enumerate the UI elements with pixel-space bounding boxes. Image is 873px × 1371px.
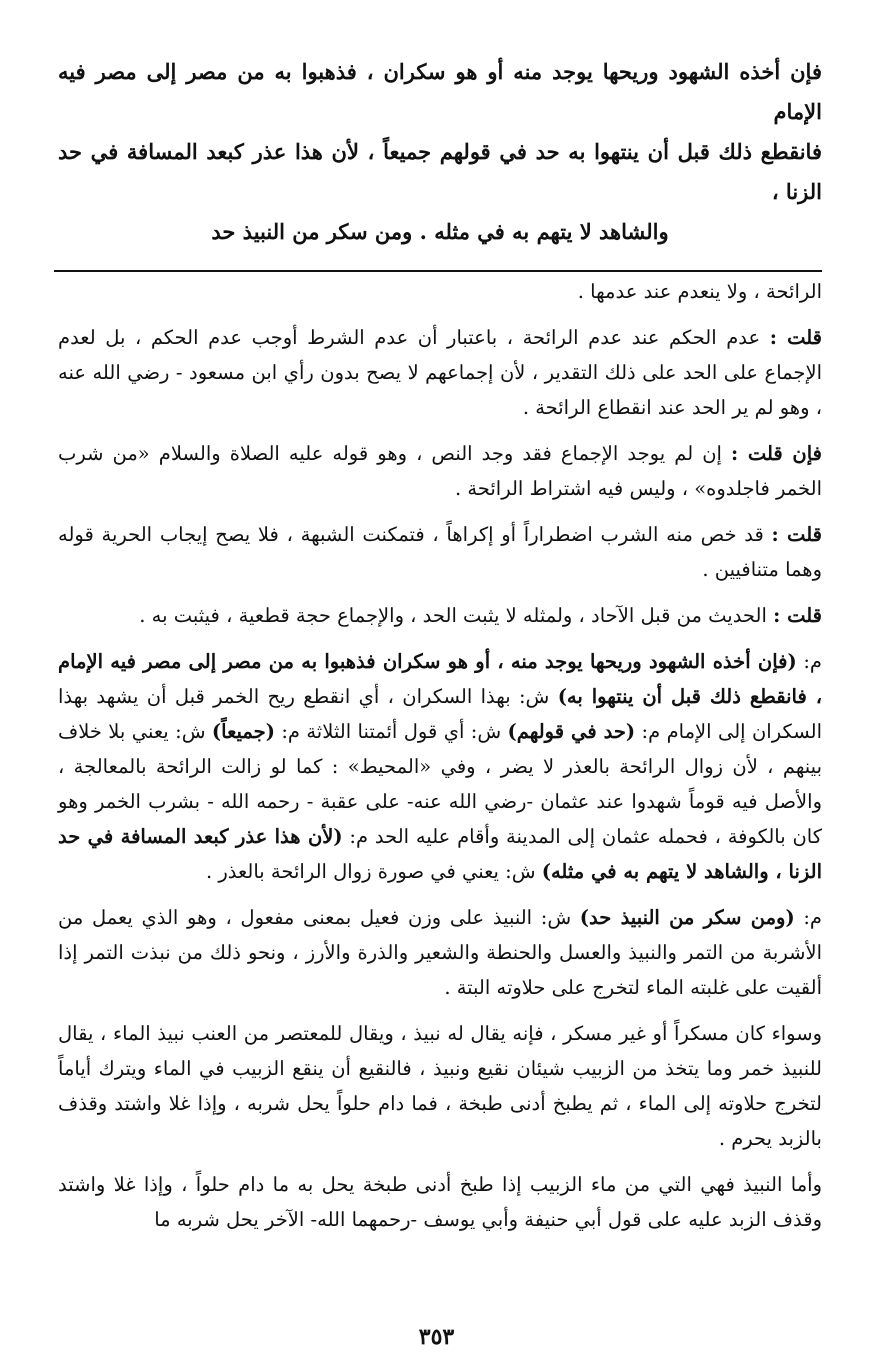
paragraph-text: الحديث من قبل الآحاد ، ولمثله لا يثبت الحد ، والإجماع حجة قطعية ، فيثبت به . xyxy=(139,604,774,627)
paragraph-lead: فإن قلت : xyxy=(730,442,822,465)
paragraph-text: وأما النبيذ فهي التي من ماء الزبيب إذا طبخ أدنى طبخة يحل به ما دام حلواً ، وإذا غلا واشتد وقذف الزبد عليه على قول أبي حنيفة وأبي يوسف -رحمهما الله- الآخر يحل شربه ما xyxy=(58,1173,822,1231)
matn-line: فانقطع ذلك قبل أن ينتهوا به حد في قولهم جميعاً ، لأن هذا عذر كبعد المسافة في حد الزنا ، xyxy=(58,139,822,204)
paragraph-text: ش: يعني بلا خلاف بينهم ، لأن زوال الرائحة بالعذر لا يضر ، وفي «المحيط» : كما لو زالت الرائحة بالمعالجة ، والأصل فيه قوماً شهدوا عند عثمان -رضي الله عنه- على عقبة - رحمه الله - بشرب الخمر وهو كان بالكوفة ، فحمله عثمان إلى المدينة وأقام عليه الحد م: xyxy=(58,720,822,848)
paragraph-text: إن لم يوجد الإجماع فقد وجد النص ، وهو قوله عليه الصلاة والسلام «من شرب الخمر فاجلدوه» ، وليس فيه اشتراط الرائحة . xyxy=(58,442,822,500)
paragraph xyxy=(58,1016,822,1156)
paragraph-text: عدم الحكم عند عدم الرائحة ، باعتبار أن عدم الشرط أوجب عدم الحكم ، بل لعدم الإجماع على الحد على ذلك التقدير ، لأن إجماعهم لا يصح بدون رأي ابن مسعود - رضي الله عنه ، وهو لم ير الحد عند انقطاع الرائحة . xyxy=(58,326,822,419)
paragraph xyxy=(58,274,822,309)
paragraph-text: ش: النبيذ على وزن فعيل بمعنى مفعول ، وهو الذي يعمل من الأشربة من التمر والنبيذ والعسل والحنطة والشعير والذرة والأرز ، ونحو ذلك من نبذت التمر إذا ألقيت على غلبته الماء لتخرج على حلاوته البتة . xyxy=(58,906,822,999)
paragraph-text: وسواء كان مسكراً أو غير مسكر ، فإنه يقال له نبيذ ، ويقال للمعتصر من العنب نبيذ الماء ، يقال للنبيذ خمر وما يتخذ من الزبيب شيئان نقيع ونبيذ ، فالنقيع أن ينقع الزبيب في الماء ويترك أياماً لتخرج حلاوته إلى الماء ، ثم يطبخ أدنى طبخة ، فما دام حلواً يحل شربه ، وإذا غلا واشتد وقذف بالزبد يحرم . xyxy=(58,1022,822,1150)
matn-text xyxy=(58,52,822,252)
paragraph xyxy=(58,517,822,587)
paragraph-text: الرائحة ، ولا ينعدم عند عدمها . xyxy=(577,280,822,303)
paragraph xyxy=(58,644,822,889)
paragraph-text: قد خص منه الشرب اضطراراً أو إكراهاً ، فتمكنت الشبهة ، فلا يصح إيجاب الحرية قوله وهما متنافيين . xyxy=(58,523,822,581)
matn-line: فإن أخذه الشهود وريحها يوجد منه أو هو سكران ، فذهبوا به من مصر إلى مصر فيه الإمام xyxy=(58,59,822,124)
sharh-text xyxy=(58,274,822,1237)
paragraph xyxy=(58,598,822,633)
paragraph xyxy=(58,320,822,425)
matn-quote: (حد في قولهم) xyxy=(507,720,636,743)
matn-quote: (ومن سكر من النبيذ حد) xyxy=(579,906,795,929)
page-body xyxy=(58,52,822,1248)
paragraph-marker: م: xyxy=(796,650,822,673)
matn-quote: (فإن أخذه الشهود وريحها يوجد منه ، أو هو سكران فذهبوا به من مصر إلى مصر فيه الإمام ، فانقطع ذلك قبل أن ينتهوا به) xyxy=(58,650,822,708)
matn-quote: (جميعاً) xyxy=(211,720,275,743)
paragraph-lead: قلت : xyxy=(771,523,822,546)
paragraph-text: ش: يعني في صورة زوال الرائحة بالعذر . xyxy=(205,860,542,883)
paragraph-text: ش: أي قول أئمتنا الثلاثة م: xyxy=(274,720,508,743)
paragraph xyxy=(58,436,822,506)
paragraph-lead: قلت : xyxy=(769,326,822,349)
section-divider xyxy=(54,270,822,272)
paragraph-lead: قلت : xyxy=(773,604,822,627)
paragraph xyxy=(58,1167,822,1237)
page-number: ٣٥٣ xyxy=(418,1324,455,1350)
matn-line: والشاهد لا يتهم به في مثله . ومن سكر من النبيذ حد xyxy=(211,219,669,244)
paragraph-text: ش: بهذا السكران ، أي انقطع ريح الخمر قبل أن يشهد بهذا السكران إلى الإمام م: xyxy=(58,685,822,743)
paragraph xyxy=(58,900,822,1005)
paragraph-marker: م: xyxy=(794,906,822,929)
matn-quote: (لأن هذا عذر كبعد المسافة في حد الزنا ، والشاهد لا يتهم به في مثله) xyxy=(58,825,822,883)
